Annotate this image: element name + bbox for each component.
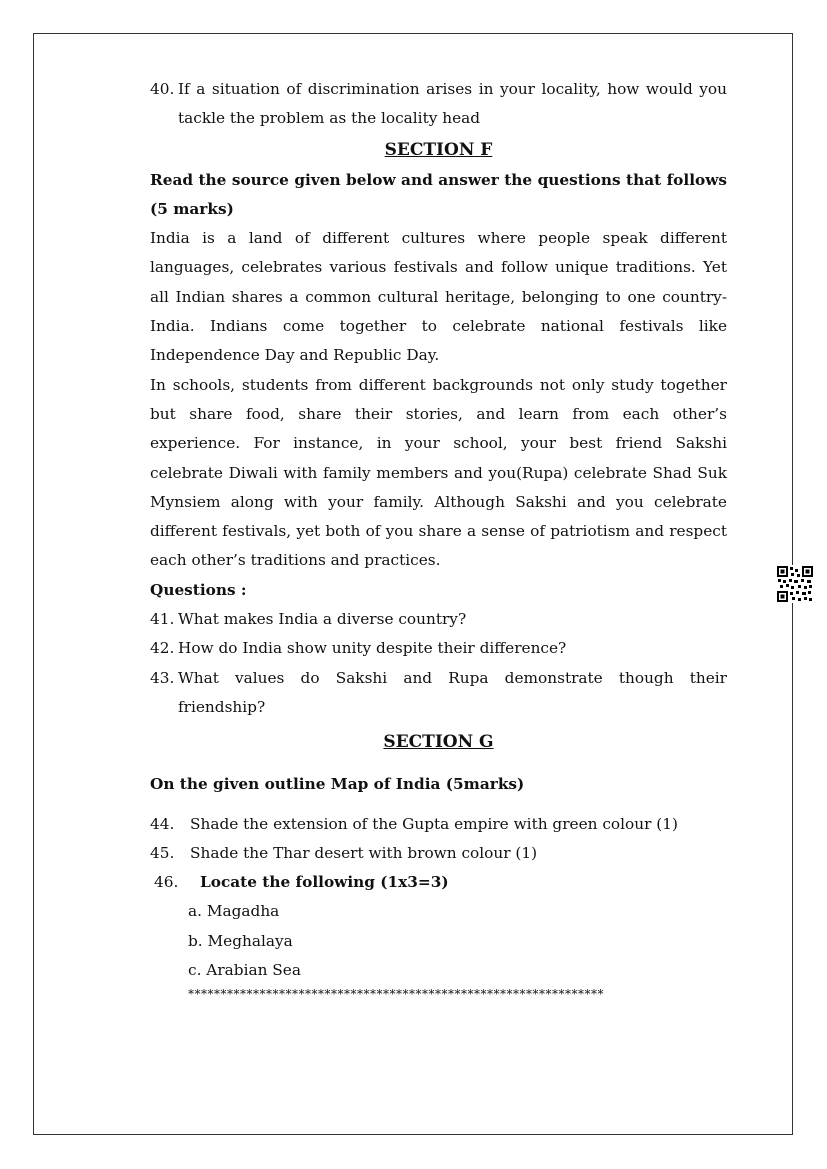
question-text: What makes India a diverse country? — [178, 610, 467, 629]
question-number: 45. — [150, 843, 175, 862]
section-g-title: SECTION G — [383, 732, 494, 753]
source-paragraph-2: In schools, students from different backgrounds not only study together but share food, share their stories, and learn from each other’s experience. For instance, in your school, your best friend Sakshi celebrate Diwali with family members and you(Rupa) celebrate Shad Suk Mynsiem along with your family. Although Sakshi and you celebrate different festivals, yet both of you share a sense of patriotism and respect each other’s traditions and practices. — [150, 375, 727, 570]
location-item: a. Magadha — [188, 902, 280, 921]
question-41 — [150, 605, 727, 634]
question-text: Shade the Thar desert with brown colour (1) — [190, 843, 538, 862]
question-number: 43. — [150, 668, 175, 687]
question-number: 46. — [154, 873, 179, 892]
question-text: Locate the following (1x3=3) — [200, 873, 449, 892]
question-number: 40. — [150, 80, 175, 98]
question-number: 44. — [150, 814, 175, 833]
question-number: 41. — [150, 610, 175, 629]
question-number: 42. — [150, 639, 175, 658]
end-marker: **************************************************************** — [188, 987, 604, 1002]
questions-label: Questions : — [150, 580, 247, 599]
question-text: If a situation of discrimination arises in your locality, how would you tackle the problem as the locality head — [178, 80, 727, 128]
question-46 — [150, 868, 727, 897]
section-f-title: SECTION F — [384, 139, 493, 160]
question-43 — [150, 664, 727, 723]
question-40 — [150, 75, 727, 134]
question-44 — [150, 810, 727, 839]
section-g-instruction: On the given outline Map of India (5marks) — [150, 775, 525, 794]
question-text: What values do Sakshi and Rupa demonstrate though their friendship? — [178, 668, 727, 716]
source-paragraph-1: India is a land of different cultures where people speak different languages, celebrates various festivals and follow unique traditions. Yet all Indian shares a common cultural heritage, belonging to one country- India. Indians come together to celebrate national festivals like Independence Day and Republic Day. — [150, 229, 727, 365]
section-f-instruction: Read the source given below and answer the questions that follows (5 marks) — [150, 170, 727, 218]
qr-code-icon — [776, 565, 814, 603]
location-item: b. Meghalaya — [188, 931, 293, 950]
document-body — [150, 75, 727, 1003]
map-tasks — [150, 810, 727, 1004]
question-text: How do India show unity despite their difference? — [178, 639, 567, 658]
question-text: Shade the extension of the Gupta empire with green colour (1) — [190, 814, 678, 833]
question-45 — [150, 839, 727, 868]
location-item: c. Arabian Sea — [188, 961, 301, 980]
question-42 — [150, 634, 727, 663]
